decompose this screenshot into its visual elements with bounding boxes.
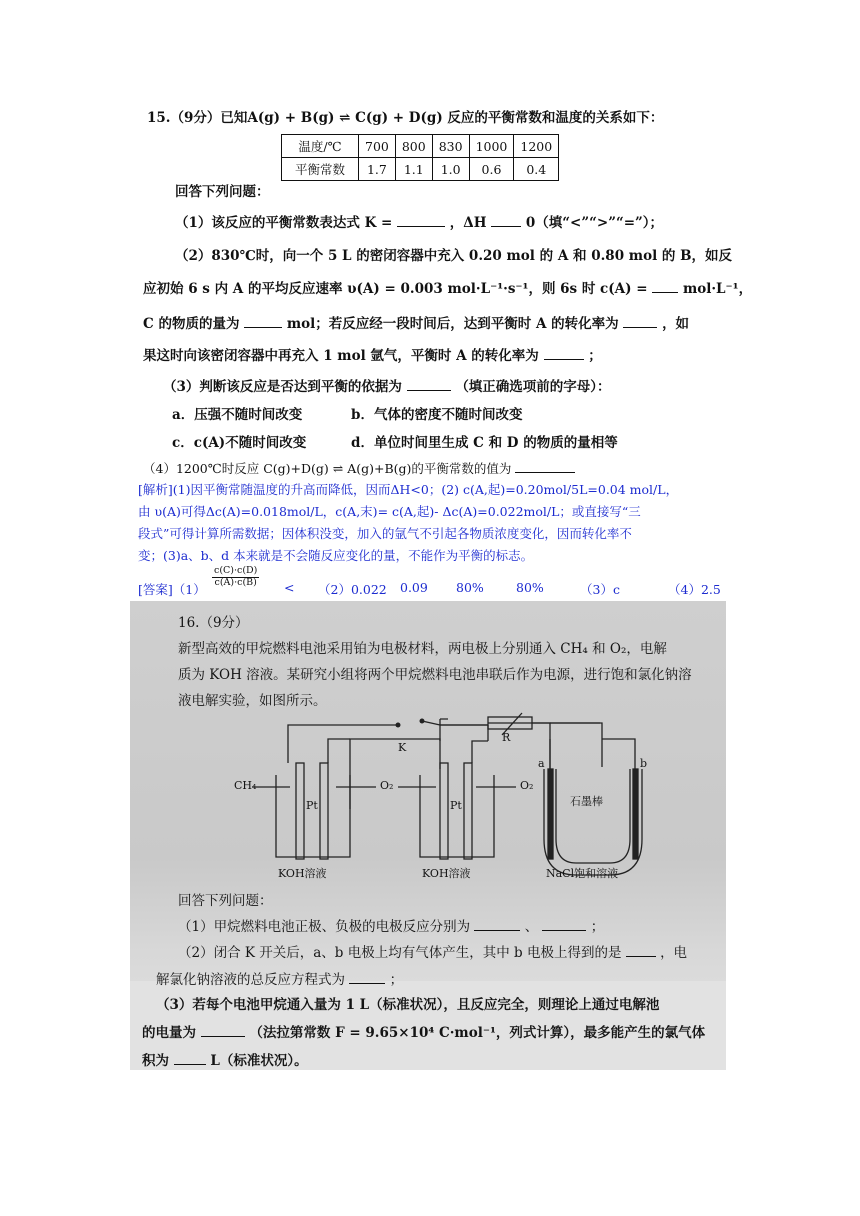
q15-answer-prompt: 回答下列问题： — [175, 184, 270, 200]
answer-blank[interactable] — [397, 226, 445, 227]
part2-text: C 的物质的量为 — [143, 316, 240, 332]
q16-intro-line1: 新型高效的甲烷燃料电池采用铂为电极材料，两电极上分别通入 CH₄ 和 O₂，电解 — [178, 641, 667, 657]
pt-electrode — [320, 763, 328, 859]
analysis-line2: 由 υ(A)可得Δc(A)=0.018mol/L，c(A,末)= c(A,起)- Δc(A)=0.022mol/L；或直接写“三 — [138, 504, 641, 519]
q15-option-a: a．压强不随时间改变 — [172, 407, 303, 423]
table-cell: 1200 — [514, 135, 559, 158]
q16-q3-text: 积为 — [142, 1053, 169, 1069]
u-tube — [544, 769, 642, 875]
table-cell: 0.6 — [469, 158, 514, 181]
electrode-b-label: b — [640, 757, 648, 770]
wire — [440, 719, 448, 741]
table-cell: 温度/℃ — [282, 135, 359, 158]
q16-q3: （3）若每个电池甲烷通入量为 1 L（标准状况），且反应完全，则理论上通过电解池 — [156, 997, 660, 1013]
q15-part3 — [163, 381, 611, 395]
q16-q2-text: ； — [389, 972, 404, 988]
q16-answer-prompt: 回答下列问题： — [178, 893, 273, 909]
answer-blank[interactable] — [491, 226, 521, 227]
part2-text: mol；若反应经一段时间后，达到平衡时 A 的转化率为 — [286, 316, 619, 332]
answer-value: （3）c — [580, 582, 620, 597]
resistor-label: R — [502, 731, 511, 744]
part1-text: （1）该反应的平衡常数表达式 K = — [175, 215, 393, 231]
answer-blank[interactable] — [244, 327, 282, 328]
q15-option-d: d．单位时间里生成 C 和 D 的物质的量相等 — [351, 435, 618, 451]
part3-text: （填正确选项前的字母）： — [455, 379, 611, 395]
q15-part2-line2 — [143, 283, 752, 297]
table-cell: 0.4 — [514, 158, 559, 181]
graphite-electrode-b — [633, 769, 638, 859]
wire — [350, 739, 440, 809]
table-cell: 1000 — [469, 135, 514, 158]
answer-blank[interactable] — [201, 1036, 245, 1037]
q16-q3-line2 — [142, 1021, 705, 1041]
equilibrium-table — [281, 134, 559, 181]
table-cell: 830 — [432, 135, 469, 158]
nacl-label: NaCl饱和溶液 — [546, 867, 619, 880]
q16-q1 — [178, 915, 604, 935]
q15-option-b: b．气体的密度不随时间改变 — [351, 407, 523, 423]
o2-label-2: O₂ — [520, 779, 534, 792]
q15-option-c: c．c(A)不随时间改变 — [172, 435, 307, 451]
frac-numerator: c(C)·c(D) — [214, 565, 258, 576]
part2-text: ，如 — [662, 316, 690, 332]
q16-q1-text: 、 — [524, 919, 539, 935]
pt-electrode — [296, 763, 304, 859]
q16-photo — [130, 601, 726, 1070]
table-row — [282, 135, 559, 158]
pt-electrode — [464, 763, 472, 859]
q16-q2-text: 解氯化钠溶液的总反应方程式为 — [156, 972, 345, 988]
answer-blank[interactable] — [174, 1064, 206, 1065]
pt-electrode — [440, 763, 448, 859]
switch-contact — [420, 719, 425, 724]
q16-q2-text: ，电 — [660, 945, 688, 961]
q16-q3-line3 — [142, 1049, 308, 1069]
q16-intro-line3: 液电解实验，如图所示。 — [178, 693, 327, 709]
table-cell: 1.1 — [395, 158, 432, 181]
q16-q2-text: （2）闭合 K 开关后，a、b 电极上均有气体产生，其中 b 电极上得到的是 — [178, 945, 622, 961]
answer-value: （4）2.5 — [668, 582, 721, 597]
graphite-label: 石墨棒 — [570, 795, 603, 808]
answer-blank[interactable] — [349, 983, 385, 984]
answer-line — [138, 566, 728, 598]
part2-text: 果这时向该密闭容器中再充入 1 mol 氩气，平衡时 A 的转化率为 — [143, 348, 539, 364]
q16-q2 — [178, 941, 687, 961]
q15-header: 15.（9分）已知A(g) + B(g) ⇌ C(g) + D(g) 反应的平衡常数和温度的关系如下： — [147, 110, 664, 126]
q16-q2-line2 — [156, 968, 403, 988]
answer-blank[interactable] — [407, 390, 451, 391]
electrode-a-label: a — [538, 757, 545, 770]
pt-label-1: Pt — [306, 799, 318, 812]
q15-part2-line3 — [143, 318, 689, 332]
table-cell: 1.0 — [432, 158, 469, 181]
q15-part1 — [175, 217, 663, 231]
answer-blank[interactable] — [626, 956, 656, 957]
table-cell: 平衡常数 — [282, 158, 359, 181]
table-cell: 700 — [359, 135, 396, 158]
q16-q3-text: （法拉第常数 F = 9.65×10⁴ C·mol⁻¹，列式计算），最多能产生的氯气体 — [249, 1025, 706, 1041]
table-row — [282, 158, 559, 181]
answer-blank[interactable] — [623, 327, 657, 328]
part3-text: （3）判断该反应是否达到平衡的依据为 — [163, 379, 402, 395]
part1-text: 0（填“<”“>”“=”）； — [525, 215, 664, 231]
answer-blank[interactable] — [544, 359, 584, 360]
analysis-line1: [解析](1)因平衡常随温度的升高而降低，因而ΔH<0；(2) c(A,起)=0.20mol/5L=0.04 mol/L， — [138, 482, 679, 497]
switch-label: K — [398, 741, 407, 754]
answer-value: 0.09 — [400, 580, 428, 595]
answer-label: [答案]（1） — [138, 582, 206, 597]
koh-label-2: KOH溶液 — [422, 867, 471, 880]
answer-value: < — [284, 580, 295, 595]
part2-text: 应初始 6 s 内 A 的平均反应速率 υ(A) = 0.003 mol·L⁻¹·s⁻¹，则 6s 时 c(A) = — [143, 281, 648, 297]
circuit-diagram — [130, 709, 726, 879]
analysis-line4: 变；(3)a、b、d 本来就是不会随反应变化的量，不能作为平衡的标志。 — [138, 548, 534, 563]
q16-q1-text: ； — [590, 919, 605, 935]
q16-q3-text: L（标准状况）。 — [210, 1053, 308, 1069]
part1-text: ，ΔH — [449, 215, 487, 231]
graphite-electrode-a — [548, 769, 553, 859]
q16-q1-text: （1）甲烷燃料电池正极、负极的电极反应分别为 — [178, 919, 471, 935]
o2-label-1: O₂ — [380, 779, 394, 792]
q15-part2-line1: （2）830℃时，向一个 5 L 的密闭容器中充入 0.20 mol 的 A 和 0.80 mol 的 B，如反 — [175, 248, 733, 264]
q15-part4 — [143, 459, 575, 477]
answer-value: 80% — [456, 580, 484, 595]
part2-text: ； — [588, 348, 602, 364]
q16-header: 16.（9分） — [178, 615, 249, 631]
table-cell: 1.7 — [359, 158, 396, 181]
q15-part2-line4 — [143, 350, 602, 364]
q16-q3-text: 的电量为 — [142, 1025, 196, 1041]
q16-intro-line2: 质为 KOH 溶液。某研究小组将两个甲烷燃料电池串联后作为电源，进行饱和氯化钠溶 — [178, 667, 692, 683]
answer-blank[interactable] — [515, 472, 575, 473]
answer-blank[interactable] — [652, 292, 678, 293]
switch-contact — [396, 723, 401, 728]
analysis-line3: 段式”可得计算所需数据；因体积没变，加入的氩气不引起各物质浓度变化，因而转化率不 — [138, 526, 632, 541]
koh-label-1: KOH溶液 — [278, 867, 327, 880]
answer-value: 80% — [516, 580, 544, 595]
answer-value: （2）0.022 — [318, 582, 387, 597]
frac-denominator: c(A)·c(B) — [214, 576, 257, 588]
ch4-label-1: CH₄ — [234, 779, 257, 792]
table-cell: 800 — [395, 135, 432, 158]
k-expression — [212, 566, 259, 589]
part4-text: （4）1200℃时反应 C(g)+D(g) ⇌ A(g)+B(g)的平衡常数的值为 — [143, 461, 512, 476]
part2-text: mol·L⁻¹， — [682, 281, 753, 297]
answer-blank[interactable] — [542, 930, 586, 931]
pt-label-2: Pt — [450, 799, 462, 812]
answer-blank[interactable] — [474, 930, 520, 931]
